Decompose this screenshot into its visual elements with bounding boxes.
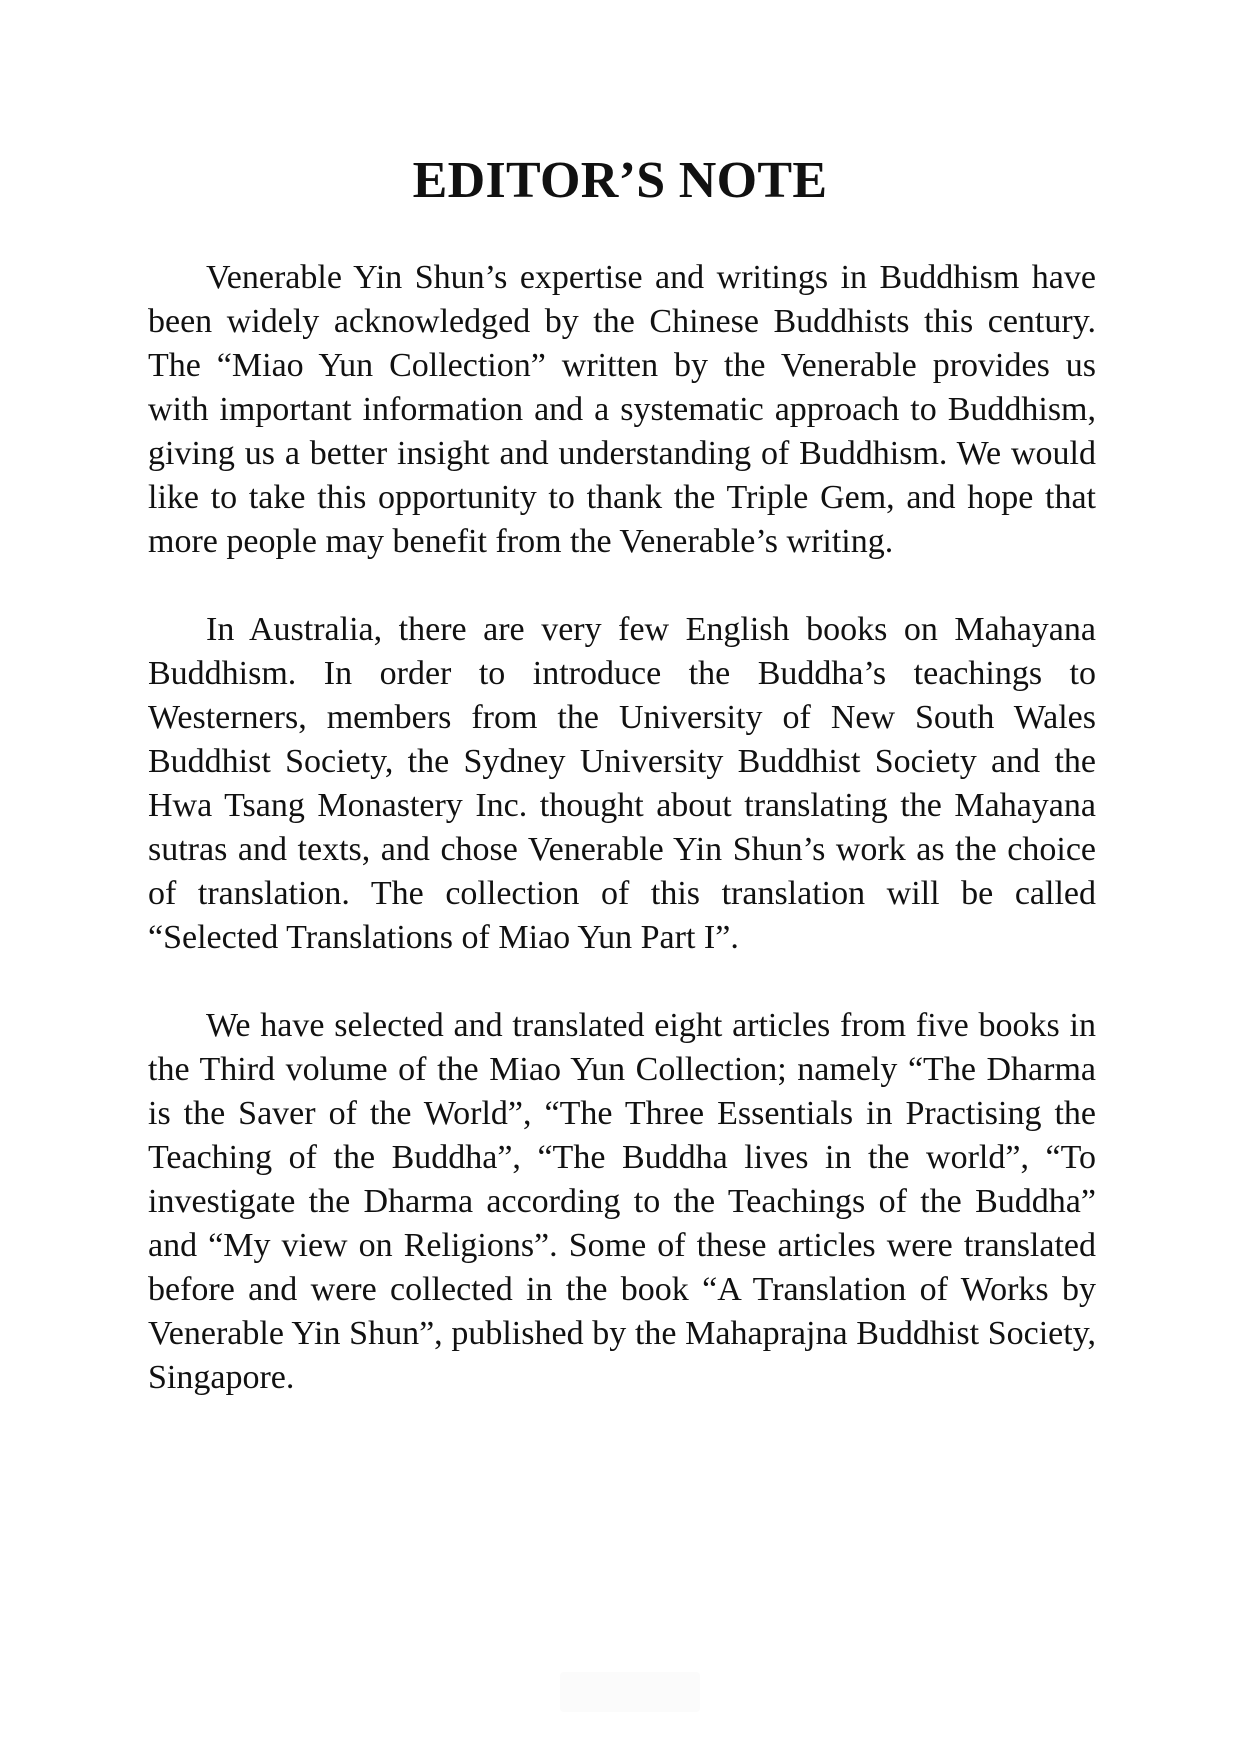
page-title: EDITOR’S NOTE	[412, 152, 828, 209]
faint-page-number-area	[560, 1672, 700, 1712]
paragraph-2: In Australia, there are very few English books on Mahayana Buddhism. In order to introduce the Buddha’s teachings to Westerners, members from the University of New South Wales Buddhist Society, the Sydney University Buddhist Society and the Hwa Tsang Monastery Inc. thought about translating the Mahayana sutras and texts, and chose Venerable Yin Shun’s work as the choice of translation. The collection of this translation will be called “Selected Translations of Miao Yun Part I”.	[148, 611, 1096, 956]
paragraph-1: Venerable Yin Shun’s expertise and writings in Buddhism have been widely acknowledged by the Chinese Buddhists this century. The “Miao Yun Collection” written by the Venerable provides us with important information and a systematic approach to Buddhism, giving us a better insight and understanding of Buddhism. We would like to take this opportunity to thank the Triple Gem, and hope that more people may benefit from the Venerable’s writing.	[148, 259, 1096, 560]
paragraph-3: We have selected and translated eight articles from five books in the Third volume of the Miao Yun Collection; namely “The Dharma is the Saver of the World”, “The Three Essentials in Practising the Teaching of the Buddha”, “The Buddha lives in the world”, “To investigate the Dharma according to the Teachings of the Buddha” and “My view on Religions”. Some of these articles were translated before and were collected in the book “A Translation of Works by Venerable Yin Shun”, published by the Mahaprajna Buddhist Society, Singapore.	[148, 1007, 1096, 1396]
document-body	[148, 256, 1096, 1444]
